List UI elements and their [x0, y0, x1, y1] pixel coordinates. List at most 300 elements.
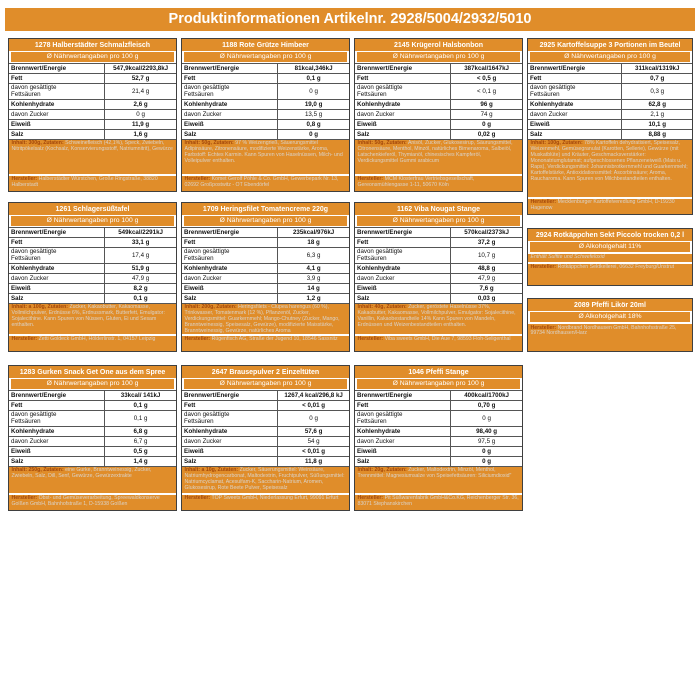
manufacturer-text [9, 495, 176, 511]
nutrient-value: 33kcal/ 141kJ [104, 391, 176, 400]
inhalt-zutaten-label: Inhalt: 40g, Zutaten: [357, 304, 407, 310]
nutrition-row [9, 130, 176, 140]
nutrient-label [355, 130, 450, 139]
nutrient-label-text: Eiweiß [184, 447, 204, 455]
nutrient-label [182, 294, 277, 303]
nutrient-value: 549kcal/2291kJ [104, 228, 176, 237]
nutrient-label [9, 84, 104, 99]
nutrition-row [182, 228, 349, 238]
nutrient-value: 51,9 g [104, 264, 176, 273]
nutrient-value: 6,3 g [277, 248, 349, 263]
manufacturer-body: TOP Sweets GmbH, Niederlassung Erfurt, 99091 Erfurt [211, 495, 339, 501]
ingredients-body: Zucker, Maltodextrin, Minzöl, Menthol, Trennmittel: Magnesiumsalze von Speisefettsäuren: Siliciumdioxid" [357, 467, 512, 479]
nutrient-label [9, 294, 104, 303]
nutrient-value: 17,4 g [104, 248, 176, 263]
nutrient-label [9, 100, 104, 109]
nutrient-label [182, 264, 277, 273]
inhalt-zutaten-label: Inhalt: 100g, Zutaten: [530, 140, 583, 146]
nutrient-label [9, 411, 104, 426]
nutrition-row [182, 457, 349, 467]
nutrition-row [528, 74, 692, 84]
nutrient-label-text: davon Zucker [357, 437, 395, 445]
nutrition-table [9, 390, 176, 467]
nutrient-label [528, 74, 621, 83]
manufacturer-text [182, 336, 349, 352]
nutrition-row [182, 110, 349, 120]
manufacturer-body: Obst- und Gemüseverarbeitung, Spreewaldkonserve Golßen GmbH, Bahnhofstraße 1, D-15938 Golßen [11, 495, 160, 507]
nutrition-row [182, 401, 349, 411]
nutrient-label-text: Brennwert/Energie [184, 64, 240, 72]
nutrition-row [355, 437, 522, 447]
nutrient-value: 8,2 g [104, 284, 176, 293]
nutrient-label-text: davon Zucker [184, 437, 222, 445]
nutrition-row [9, 120, 176, 130]
nutrient-value: 0 g [450, 447, 522, 456]
nutrient-value: 0,1 g [104, 411, 176, 426]
nutrient-value: 547,9kcal/2293,8kJ [104, 64, 176, 73]
nutrition-row [182, 284, 349, 294]
nutrient-label-text: Kohlenhydrate [184, 264, 228, 272]
nutrition-row [9, 100, 176, 110]
nutrient-value: 1,4 g [104, 457, 176, 466]
manufacturer-body: MCM Klosterfrau Vertriebsgesellschaft, Gereonsmühlengasse 1-11, 50670 Köln [357, 176, 475, 188]
nutrient-value: 3,9 g [277, 274, 349, 283]
nutrient-label [9, 401, 104, 410]
nutrient-value: 0,03 g [450, 294, 522, 303]
nutrient-value: 74 g [450, 110, 522, 119]
nutrition-row [355, 401, 522, 411]
nutrition-row [355, 294, 522, 304]
nutrient-label-text: Eiweiß [357, 120, 377, 128]
ingredients-text [182, 467, 349, 494]
nutrient-label [528, 64, 621, 73]
manufacturer-body: Viba sweets GmbH, Die Aue 7, 98593 Floh-Seligenthal [384, 336, 511, 342]
nutrient-label [355, 84, 450, 99]
hersteller-label: Hersteller: [11, 495, 38, 501]
nutrient-label [182, 447, 277, 456]
nutrient-label-text: Salz [357, 457, 370, 465]
nutrient-value: 10,1 g [621, 120, 692, 129]
nutrition-row [182, 447, 349, 457]
nutrient-label [355, 391, 450, 400]
product-card [527, 298, 693, 352]
nutrient-label-text: davon gesättigte Fettsäuren [357, 411, 403, 425]
hersteller-label: Hersteller: [530, 324, 557, 331]
nutrient-label-text: Fett [357, 401, 369, 409]
nutrient-value: 96 g [450, 100, 522, 109]
nutrient-label-text: Kohlenhydrate [11, 100, 55, 108]
inhalt-zutaten-label: Inhalt: a 100g, Zutaten: [11, 304, 68, 310]
nutrient-value: 47,9 g [450, 274, 522, 283]
nutrient-value: 2,6 g [104, 100, 176, 109]
nutrient-label-text: davon Zucker [11, 110, 49, 118]
nutrition-row [9, 411, 176, 427]
nutrient-label-text: Brennwert/Energie [357, 391, 413, 399]
nutrient-value: 13,5 g [277, 110, 349, 119]
nutrition-table [528, 63, 692, 140]
inhalt-zutaten-label: Inhalt: 50g, Zutaten: [184, 140, 234, 146]
nutrient-label-text: Fett [357, 238, 369, 246]
nutrient-label [9, 74, 104, 83]
manufacturer-body: Rügenfisch AG, Straße der Jugend 10, 18546 Sassnitz [211, 336, 338, 342]
nutrient-label [182, 437, 277, 446]
ingredients-text [355, 304, 522, 335]
nutrient-value: 18 g [277, 238, 349, 247]
nutrition-row [355, 74, 522, 84]
ingredients-text [182, 140, 349, 175]
nutrient-value: 33,1 g [104, 238, 176, 247]
nutrition-per-100g-label: Ø Nährwertangaben pro 100 g [11, 52, 174, 62]
manufacturer-body: Halberstädter Würstchen, Große Ringstraße, 38820 Halberstadt [11, 176, 158, 188]
nutrient-label [355, 401, 450, 410]
nutrition-row [182, 437, 349, 447]
nutrition-table [9, 227, 176, 304]
nutrient-label [182, 411, 277, 426]
nutrient-value: 8,88 g [621, 130, 692, 139]
nutrition-row [9, 284, 176, 294]
nutrient-label-text: davon gesättigte Fettsäuren [357, 248, 403, 262]
page-title: Produktinformationen Artikelnr. 2928/5004/2932/5010 [5, 8, 695, 31]
product-card [181, 38, 350, 192]
nutrient-label-text: Salz [11, 130, 24, 138]
nutrient-label-text: Kohlenhydrate [357, 427, 401, 435]
product-card [354, 365, 523, 511]
nutrient-label [9, 110, 104, 119]
nutrient-value: 0,3 g [621, 84, 692, 99]
nutrient-value: 97,5 g [450, 437, 522, 446]
nutrient-label [9, 130, 104, 139]
nutrient-label-text: Brennwert/Energie [11, 228, 67, 236]
alcohol-content-label: Ø Alkoholgehalt 11% [530, 242, 690, 252]
product-title: 1278 Halberstädter Schmalzfleisch [9, 39, 176, 51]
nutrition-row [9, 74, 176, 84]
nutrition-row [355, 110, 522, 120]
nutrient-value: 400kcal/1700kJ [450, 391, 522, 400]
nutrient-value: 98,40 g [450, 427, 522, 436]
nutrient-label [355, 427, 450, 436]
nutrition-per-100g-label: Ø Nährwertangaben pro 100 g [184, 52, 347, 62]
nutrient-label [182, 457, 277, 466]
nutrient-label-text: Salz [11, 457, 24, 465]
product-title: 1162 Viba Nougat Stange [355, 203, 522, 215]
nutrient-value: 0,5 g [104, 447, 176, 456]
nutrition-row [182, 100, 349, 110]
nutrition-row [355, 64, 522, 74]
ingredients-body: Zucker, Säuerungsmittel: Weinsäure, Natriumhydrogencarbonat, Maltodextrin, Fruchtpulver, Süßungsmittel: Natriumcyclamat, Acesulfam-K, Saccharin-Natrium, Aromen, Glukosesirup, Rote Beete Pulver, Speisesalz [184, 467, 345, 491]
nutrition-row [9, 228, 176, 238]
nutrient-label-text: davon Zucker [357, 110, 395, 118]
nutrient-value: 52,7 g [104, 74, 176, 83]
nutrition-row [9, 264, 176, 274]
nutrition-row [9, 437, 176, 447]
nutrition-row [182, 84, 349, 100]
ingredients-text [528, 140, 692, 198]
nutrient-value: 37,2 g [450, 238, 522, 247]
ingredients-body: Anisöl, Zucker, Glukosesirup, Säurungsmittel, Citronensäure, Menthol, Minzöl, natürliches Birnenaroma, Salbeiöl, Latschenkieferöl, Thymianöl, chinesisches Kampferöl, Verdickungsmittel Gummi arabicum [357, 140, 513, 164]
nutrition-row [355, 120, 522, 130]
product-title: 1188 Rote Grütze Himbeer [182, 39, 349, 51]
nutrient-label-text: Eiweiß [357, 284, 377, 292]
nutrient-value: 21,4 g [104, 84, 176, 99]
nutrition-row [182, 427, 349, 437]
nutrient-label [528, 84, 621, 99]
nutrient-label-text: Eiweiß [11, 284, 31, 292]
nutrient-value: 2,1 g [621, 110, 692, 119]
nutrient-label [182, 100, 277, 109]
nutrient-label [9, 447, 104, 456]
nutrient-label [355, 284, 450, 293]
alcohol-content-label: Ø Alkoholgehalt 18% [530, 312, 690, 322]
nutrient-label [182, 391, 277, 400]
inhalt-zutaten-label: Inhalt: 300g, Zutaten: [11, 140, 64, 146]
manufacturer-text [9, 336, 176, 352]
nutrition-row [528, 100, 692, 110]
product-card [8, 202, 177, 352]
nutrition-row [355, 100, 522, 110]
nutrient-label [9, 248, 104, 263]
nutrient-value: < 0,01 g [277, 447, 349, 456]
ingredients-body: Zucker, geröstete Haselnüsse 37%, Kakaobutter, Kakaomasse, Vollmilchpulver, Emulgator: Sojalecithine, Vanillin, Kakaobestandteile 14% Kann Spuren von Mandeln, Erdnüssen und Weizenbestandteilen enthalten. [357, 304, 516, 328]
nutrient-label-text: Fett [184, 238, 196, 246]
ingredients-body: 78% Kartoffeln dehydratisiert, Speisesalz, Weizenmehl, Gemüsegranulat (Karotten, Sellerie), Gewürze (mit Muskatblüte) und Kräuter, Geschmacksverstärker: Mononatriumglutamat; aufgeschlossenes Pflanzeneiweiß (Mais u. Raps), Verdickungsmittel: Johannisbrotkernmehl und Guarkernmehl; Kartoffelstärke, Antioxidationsmittel: Ascorbinsäure; Aroma, Raucharoma. Kann Spuren von Milchbestandteilen enthalten. [530, 140, 688, 182]
nutrient-label-text: Eiweiß [530, 120, 550, 128]
hersteller-label: Hersteller: [530, 199, 557, 205]
nutrition-row [182, 411, 349, 427]
nutrient-label-text: Kohlenhydrate [184, 427, 228, 435]
nutrient-label-text: Salz [530, 130, 543, 138]
nutrient-label [9, 238, 104, 247]
nutrient-value: 48,8 g [450, 264, 522, 273]
nutrient-label [182, 64, 277, 73]
manufacturer-body: Zetti Goldeck GmbH, Hölderlinstr. 1, 04157 Leipzig [38, 336, 156, 342]
nutrition-row [528, 110, 692, 120]
ingredients-text [182, 304, 349, 335]
nutrient-value: 62,8 g [621, 100, 692, 109]
manufacturer-body: Pit Süßwarenfabrik GmbH&Co.KG, Reichenberger Str. 36, 83071 Stephanskirchen [357, 495, 519, 507]
nutrient-label [182, 84, 277, 99]
hersteller-label: Hersteller: [357, 336, 384, 342]
nutrient-value: 570kcal/2373kJ [450, 228, 522, 237]
nutrient-label-text: Brennwert/Energie [357, 228, 413, 236]
nutrient-label-text: Brennwert/Energie [184, 391, 240, 399]
nutrient-label-text: davon Zucker [11, 437, 49, 445]
product-title: 2089 Pfeffi Likör 20ml [528, 299, 692, 311]
nutrient-label [9, 274, 104, 283]
nutrient-value: 0,70 g [450, 401, 522, 410]
nutrient-label [355, 437, 450, 446]
nutrition-row [528, 64, 692, 74]
nutrient-label-text: davon gesättigte Fettsäuren [357, 84, 403, 98]
ingredients-text [9, 467, 176, 494]
product-card [354, 202, 523, 352]
nutrition-row [182, 274, 349, 284]
nutrient-label-text: davon gesättigte Fettsäuren [184, 411, 230, 425]
manufacturer-text [355, 176, 522, 192]
nutrition-row [355, 264, 522, 274]
product-card [527, 228, 693, 286]
nutrition-per-100g-label: Ø Nährwertangaben pro 100 g [530, 52, 690, 62]
nutrient-label [355, 64, 450, 73]
nutrient-value: 387kcal/1647kJ [450, 64, 522, 73]
nutrition-row [355, 238, 522, 248]
nutrition-row [9, 391, 176, 401]
nutrient-label [355, 120, 450, 129]
nutrition-row [355, 274, 522, 284]
inhalt-zutaten-label: Inhalt: 20g, Zutaten: [357, 467, 407, 473]
nutrient-label [355, 457, 450, 466]
manufacturer-text [182, 495, 349, 511]
nutrient-label-text: Fett [530, 74, 542, 82]
nutrient-label [182, 74, 277, 83]
nutrient-value: 0,8 g [277, 120, 349, 129]
nutrient-value: < 0,01 g [277, 401, 349, 410]
nutrient-label [182, 248, 277, 263]
nutrition-row [9, 84, 176, 100]
ingredients-text [355, 140, 522, 175]
nutrient-value: 0 g [450, 457, 522, 466]
nutrition-row [9, 64, 176, 74]
ingredients-text [9, 304, 176, 335]
nutrient-label-text: Brennwert/Energie [11, 391, 67, 399]
ingredients-body: Zucker, Kakaobutter, Kakaomasse, Vollmilchpulver, Erdnüsse 6%, Erdnussmark, Butterfett, Emulgator: Sojalecithine. Kann Spuren von Nüssen, Gluten, Ei und Sesam enthalten. [11, 304, 165, 328]
hersteller-label: Hersteller: [11, 176, 38, 182]
nutrient-label [182, 238, 277, 247]
nutrient-value: 54 g [277, 437, 349, 446]
nutrient-label [355, 411, 450, 426]
nutrient-label [355, 228, 450, 237]
nutrition-row [355, 84, 522, 100]
nutrient-value: 0,1 g [104, 401, 176, 410]
nutrient-value: 0 g [277, 130, 349, 139]
nutrient-label-text: Eiweiß [184, 284, 204, 292]
nutrient-label-text: davon gesättigte Fettsäuren [530, 84, 576, 98]
nutrient-value: 1267,4 kcal/296,8 kJ [277, 391, 349, 400]
nutrient-value: 311kcal/1319kJ [621, 64, 692, 73]
manufacturer-body: Rotkäppchen Sektkellerei, 06632 Freyburg/Unstrut [557, 264, 675, 271]
nutrient-value: 0,02 g [450, 130, 522, 139]
manufacturer-body: Mecklenburger Kartoffelveredlung GmbH, D-19230 Hagenow [530, 199, 675, 211]
ingredients-body: Schweinefleisch (42,1%), Speck, Zwiebeln, Nitritpökelsalz (Kochsalz, Konservierungsstoff, Natriumnitrit), Gewürze [11, 140, 173, 152]
nutrient-value: 235kcal/976kJ [277, 228, 349, 237]
nutrition-table [355, 390, 522, 467]
manufacturer-text [355, 336, 522, 352]
product-card [8, 365, 177, 511]
nutrient-label [528, 130, 621, 139]
nutrient-value: 0 g [450, 120, 522, 129]
nutrient-label-text: Salz [357, 294, 370, 302]
product-card [354, 38, 523, 192]
nutrition-table [182, 227, 349, 304]
nutrient-label-text: Kohlenhydrate [11, 264, 55, 272]
inhalt-zutaten-label: Inhalt: a 10g, Zutaten: [184, 467, 239, 473]
nutrient-value: 1,6 g [104, 130, 176, 139]
nutrient-label-text: Salz [184, 294, 197, 302]
nutrition-row [182, 64, 349, 74]
nutrient-label-text: Fett [11, 74, 23, 82]
nutrient-label-text: Eiweiß [357, 447, 377, 455]
nutrition-table [9, 63, 176, 140]
nutrient-label-text: Brennwert/Energie [357, 64, 413, 72]
nutrient-label [182, 120, 277, 129]
hersteller-label: Hersteller: [357, 495, 384, 501]
nutrient-label [355, 274, 450, 283]
ingredients-text [355, 467, 522, 494]
manufacturer-text [528, 264, 692, 285]
ingredients-text [9, 140, 176, 175]
nutrition-table [182, 63, 349, 140]
nutrient-label [9, 457, 104, 466]
inhalt-zutaten-label: Inhalt: 250g, Zutaten: [11, 467, 64, 473]
nutrient-label-text: Fett [11, 401, 23, 409]
nutrition-per-100g-label: Ø Nährwertangaben pro 100 g [357, 379, 520, 389]
nutrition-per-100g-label: Ø Nährwertangaben pro 100 g [357, 52, 520, 62]
nutrition-row [355, 284, 522, 294]
column-3 [354, 38, 523, 678]
nutrient-value: 11,8 g [277, 457, 349, 466]
nutrient-label-text: Kohlenhydrate [11, 427, 55, 435]
nutrient-label-text: Kohlenhydrate [184, 100, 228, 108]
product-title: 2145 Krügerol Halsbonbon [355, 39, 522, 51]
nutrient-label-text: Fett [184, 401, 196, 409]
nutrient-value: 10,7 g [450, 248, 522, 263]
nutrition-row [182, 120, 349, 130]
product-title: 2924 Rotkäppchen Sekt Piccolo trocken 0,2 l [528, 229, 692, 241]
nutrition-per-100g-label: Ø Nährwertangaben pro 100 g [184, 379, 347, 389]
nutrient-label-text: Brennwert/Energie [11, 64, 67, 72]
nutrient-label-text: Salz [184, 130, 197, 138]
hersteller-label: Hersteller: [184, 336, 211, 342]
nutrient-label [355, 74, 450, 83]
nutrient-value: 1,2 g [277, 294, 349, 303]
nutrient-label [9, 228, 104, 237]
nutrient-label-text: Brennwert/Energie [184, 228, 240, 236]
product-card [181, 365, 350, 511]
nutrient-value: 6,7 g [104, 437, 176, 446]
nutrient-label-text: davon gesättigte Fettsäuren [184, 84, 230, 98]
nutrition-row [182, 248, 349, 264]
column-4 [527, 38, 693, 678]
nutrient-label [528, 100, 621, 109]
nutrition-row [9, 110, 176, 120]
manufacturer-text [182, 176, 349, 192]
nutrient-label [355, 294, 450, 303]
nutrient-label-text: Eiweiß [184, 120, 204, 128]
nutrient-label-text: davon gesättigte Fettsäuren [11, 248, 57, 262]
nutrition-per-100g-label: Ø Nährwertangaben pro 100 g [11, 216, 174, 226]
nutrient-label-text: Brennwert/Energie [530, 64, 586, 72]
nutrient-label-text: Kohlenhydrate [357, 264, 401, 272]
nutrition-row [9, 447, 176, 457]
nutrition-table [355, 63, 522, 140]
nutrient-label-text: Salz [11, 294, 24, 302]
nutrient-label [9, 264, 104, 273]
product-title: 1283 Gurken Snack Get One aus dem Spree [9, 366, 176, 378]
nutrient-label [182, 110, 277, 119]
nutrition-row [528, 130, 692, 140]
nutrient-label [355, 238, 450, 247]
nutrient-label [9, 120, 104, 129]
nutrition-per-100g-label: Ø Nährwertangaben pro 100 g [11, 379, 174, 389]
nutrient-label-text: Eiweiß [11, 447, 31, 455]
nutrition-row [355, 130, 522, 140]
nutrient-label [182, 427, 277, 436]
nutrient-label [355, 248, 450, 263]
column-1 [8, 38, 177, 678]
nutrient-label-text: Fett [11, 238, 23, 246]
nutrition-row [355, 248, 522, 264]
nutrient-label-text: Eiweiß [11, 120, 31, 128]
nutrition-row [9, 401, 176, 411]
